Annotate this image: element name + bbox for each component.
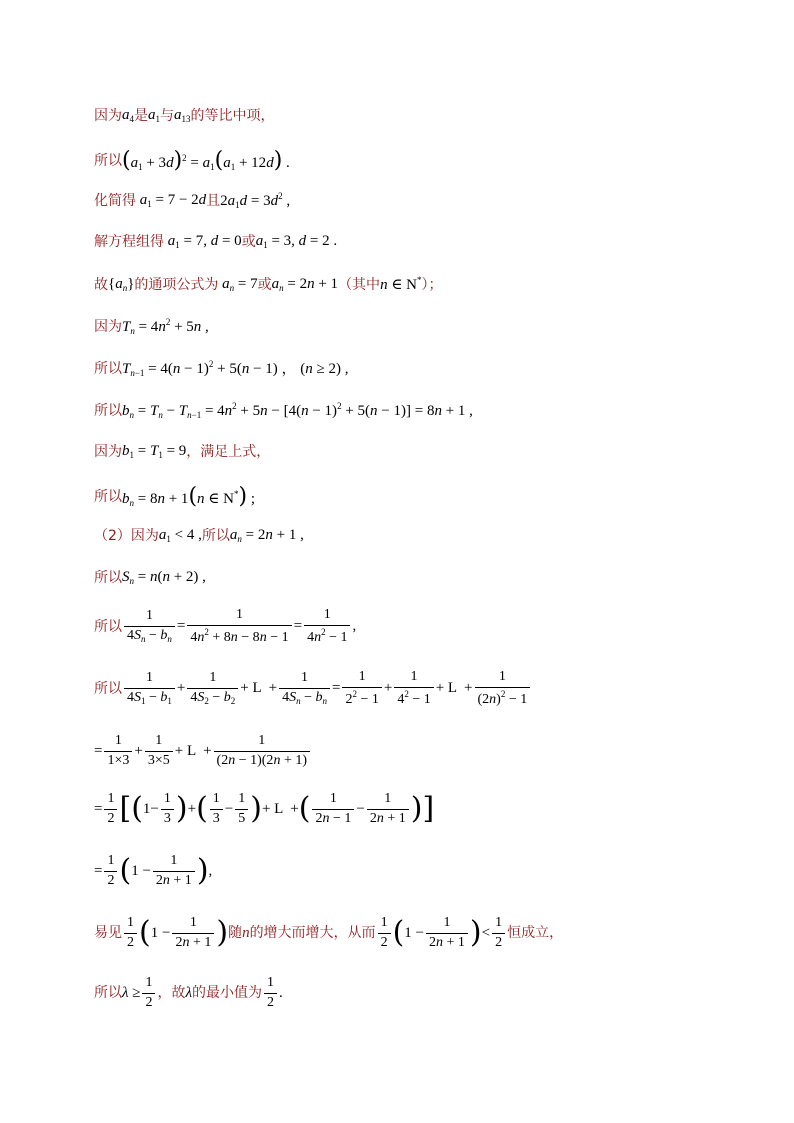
math: $a_1 = 7 - 2d$ bbox=[139, 192, 207, 209]
math: 1 − bbox=[131, 862, 151, 879]
math: $b_n = T_n - T_{n-1} = 4n^2 + 5n - [4(n - 1)^2 + 5(n - 1)] = 8n + 1$ , bbox=[122, 401, 473, 420]
fraction: $\frac{1}{2}$ bbox=[142, 976, 155, 1010]
math: $\{a_n\}$ bbox=[108, 275, 135, 293]
math: . bbox=[278, 984, 283, 1001]
math: + L + bbox=[240, 680, 278, 697]
text: 所以 bbox=[94, 985, 122, 1002]
text: 随 bbox=[228, 925, 243, 942]
fraction: $\frac{1}{4n^2 + 8n - 8n - 1}$ bbox=[187, 608, 291, 645]
text: 的增大而增大，从而 bbox=[249, 925, 376, 942]
paren: ( bbox=[119, 853, 132, 889]
line-4 bbox=[94, 234, 337, 250]
math: + L + bbox=[174, 742, 212, 759]
math: $a_n = 2n + 1$ , bbox=[229, 527, 304, 544]
fraction: $\frac{1}{4S_1 - b_1}$ bbox=[124, 671, 175, 706]
math: $T_n = 4n^2 + 5n$ , bbox=[122, 317, 209, 336]
math: $b_n = 8n + 1(n$ ∈ N*) ; bbox=[122, 484, 255, 509]
math: $S_n = n(n + 2)$ , bbox=[122, 569, 206, 586]
text: 所以 bbox=[94, 153, 122, 169]
math: $a_{13}$ bbox=[174, 107, 191, 124]
text: 或 bbox=[241, 234, 256, 250]
paren: ) bbox=[216, 915, 229, 951]
bracket: ] bbox=[422, 791, 435, 827]
text: 的最小值为 bbox=[191, 985, 262, 1002]
text: 所以 bbox=[94, 570, 122, 586]
text: 所以 bbox=[94, 361, 122, 377]
math: = bbox=[331, 680, 341, 697]
text: 因为 bbox=[94, 444, 122, 460]
text: 所以 bbox=[201, 528, 230, 544]
math: λ bbox=[185, 984, 192, 1001]
paren: ( bbox=[196, 791, 208, 827]
line-5 bbox=[94, 276, 443, 293]
text: 与 bbox=[160, 108, 174, 124]
text: 因为 bbox=[94, 108, 122, 124]
fraction: $\frac{1}{2}$ bbox=[264, 976, 277, 1010]
fraction: $\frac{1}{2}$ bbox=[104, 792, 117, 826]
fraction: $\frac{1}{2^2 - 1}$ bbox=[342, 670, 381, 707]
fraction: $\frac{1}{4n^2 - 1}$ bbox=[304, 608, 350, 645]
math: $a_1 < 4$ , bbox=[158, 527, 202, 544]
fraction: $\frac{1}{4^2 - 1}$ bbox=[394, 670, 433, 707]
fraction: $\frac{1}{2}$ bbox=[104, 854, 117, 888]
text: 所以 bbox=[94, 403, 122, 419]
fraction: $\frac{1}{2}$ bbox=[378, 916, 391, 950]
math: − bbox=[224, 800, 234, 817]
text: ，故 bbox=[157, 985, 186, 1002]
fraction: $\frac{1}{2n + 1}$ bbox=[426, 916, 468, 950]
line-17 bbox=[94, 854, 212, 888]
fraction: $\frac{1}{2}$ bbox=[492, 916, 505, 950]
line-13 bbox=[94, 608, 356, 645]
paren: ( bbox=[131, 791, 143, 827]
text: ）； bbox=[421, 276, 443, 293]
math: + bbox=[187, 800, 197, 817]
line-3 bbox=[94, 192, 290, 210]
fraction: $\frac{1}{4S_n - b_n}$ bbox=[124, 609, 175, 644]
math: 1 − bbox=[404, 924, 424, 941]
math: $a_1 = 7$, d = 0 bbox=[167, 233, 242, 250]
fraction: $\frac{1}{(2n)^2 - 1}$ bbox=[475, 670, 531, 707]
line-12 bbox=[94, 570, 206, 586]
math: + bbox=[134, 742, 143, 759]
text: 所以 bbox=[94, 680, 122, 697]
text: 解方程组得 bbox=[94, 234, 164, 250]
text: 或 bbox=[257, 276, 272, 293]
fraction: $\frac{1}{4S_n - b_n}$ bbox=[279, 671, 330, 706]
math: $(a_1 + 3d)^2 = a_1(a_1 + 12d)$ . bbox=[122, 148, 290, 173]
math: , bbox=[352, 618, 357, 635]
fraction: $\frac{1}{(2n - 1)(2n + 1)}$ bbox=[214, 734, 310, 768]
text: 恒成立， bbox=[507, 925, 564, 942]
fraction: $\frac{1}{5}$ bbox=[235, 792, 248, 826]
paren: ( bbox=[298, 791, 311, 827]
math: < bbox=[481, 924, 491, 941]
bracket: [ bbox=[119, 791, 132, 827]
fraction: $\frac{1}{3}$ bbox=[210, 792, 223, 826]
fraction: $\frac{1}{1\times 3}$ bbox=[104, 734, 132, 768]
math: + L + bbox=[261, 800, 299, 817]
text: ，满足上式， bbox=[186, 444, 271, 460]
math: n ∈ N* bbox=[380, 275, 422, 293]
math: 1− bbox=[142, 800, 159, 817]
paren: ) bbox=[410, 791, 423, 827]
math: λ ≥ bbox=[122, 984, 141, 1001]
math: $a_4$ bbox=[122, 107, 134, 124]
fraction: $\frac{1}{3}$ bbox=[161, 792, 174, 826]
paren: ) bbox=[196, 853, 209, 889]
line-18 bbox=[94, 916, 563, 950]
line-11 bbox=[94, 528, 304, 544]
fraction: $\frac{1}{4S_2 - b_2}$ bbox=[187, 671, 238, 706]
math: 1 − bbox=[150, 924, 171, 941]
text: 因为 bbox=[94, 319, 122, 335]
text: 易见 bbox=[94, 925, 122, 942]
line-7 bbox=[94, 360, 349, 378]
math: $T_{n-1} = 4(n - 1)^2 + 5(n - 1)$ ， (n ≥ 2) , bbox=[122, 359, 349, 378]
text: 所以 bbox=[94, 618, 122, 635]
math: = bbox=[94, 862, 103, 879]
line-15 bbox=[94, 734, 312, 768]
math: + bbox=[176, 680, 186, 697]
line-2 bbox=[94, 150, 290, 172]
text: 所以 bbox=[94, 489, 122, 505]
line-6 bbox=[94, 318, 209, 336]
fraction: $\frac{1}{2n + 1}$ bbox=[367, 792, 409, 826]
text: 故 bbox=[94, 276, 108, 293]
line-8 bbox=[94, 402, 473, 420]
paren: ( bbox=[392, 915, 405, 951]
math: = bbox=[293, 618, 303, 635]
math: = bbox=[176, 618, 186, 635]
paren: ) bbox=[175, 791, 188, 827]
text: （其中 bbox=[338, 276, 381, 293]
line-16 bbox=[94, 792, 434, 826]
fraction: $\frac{1}{2n + 1}$ bbox=[153, 854, 195, 888]
math: + L + bbox=[435, 680, 473, 697]
math: $2a_1d = 3d^2$ , bbox=[220, 191, 291, 210]
math: = bbox=[94, 742, 103, 759]
line-10 bbox=[94, 486, 255, 508]
text: 的等比中项， bbox=[190, 108, 275, 124]
math: , bbox=[208, 862, 213, 879]
paren: ) bbox=[469, 915, 482, 951]
line-1 bbox=[94, 108, 275, 124]
line-9 bbox=[94, 444, 270, 460]
text: 化简得 bbox=[94, 193, 136, 209]
paren: ) bbox=[250, 791, 262, 827]
math: $a_n = 2n + 1$ bbox=[271, 275, 339, 293]
fraction: $\frac{1}{3\times 5}$ bbox=[145, 734, 173, 768]
math: + bbox=[383, 680, 393, 697]
math: $a_1$ bbox=[148, 107, 160, 124]
fraction: $\frac{1}{2n + 1}$ bbox=[172, 916, 214, 950]
text: （2）因为 bbox=[94, 528, 159, 544]
math: $b_1 = T_1 = 9$ bbox=[122, 443, 187, 460]
paren: ( bbox=[139, 915, 151, 951]
text: 是 bbox=[134, 108, 148, 124]
line-14 bbox=[94, 670, 532, 707]
text: 的通项公式为 bbox=[134, 276, 219, 293]
math: − bbox=[356, 800, 365, 817]
fraction: $\frac{1}{2}$ bbox=[124, 916, 137, 950]
text: 且 bbox=[206, 193, 221, 209]
fraction: $\frac{1}{2n - 1}$ bbox=[312, 792, 354, 826]
line-19 bbox=[94, 976, 283, 1010]
math: n bbox=[242, 924, 250, 941]
math: $a_1 = 3$, d = 2 . bbox=[255, 233, 338, 250]
math: = bbox=[94, 800, 103, 817]
math: $a_n = 7$ bbox=[222, 275, 258, 293]
